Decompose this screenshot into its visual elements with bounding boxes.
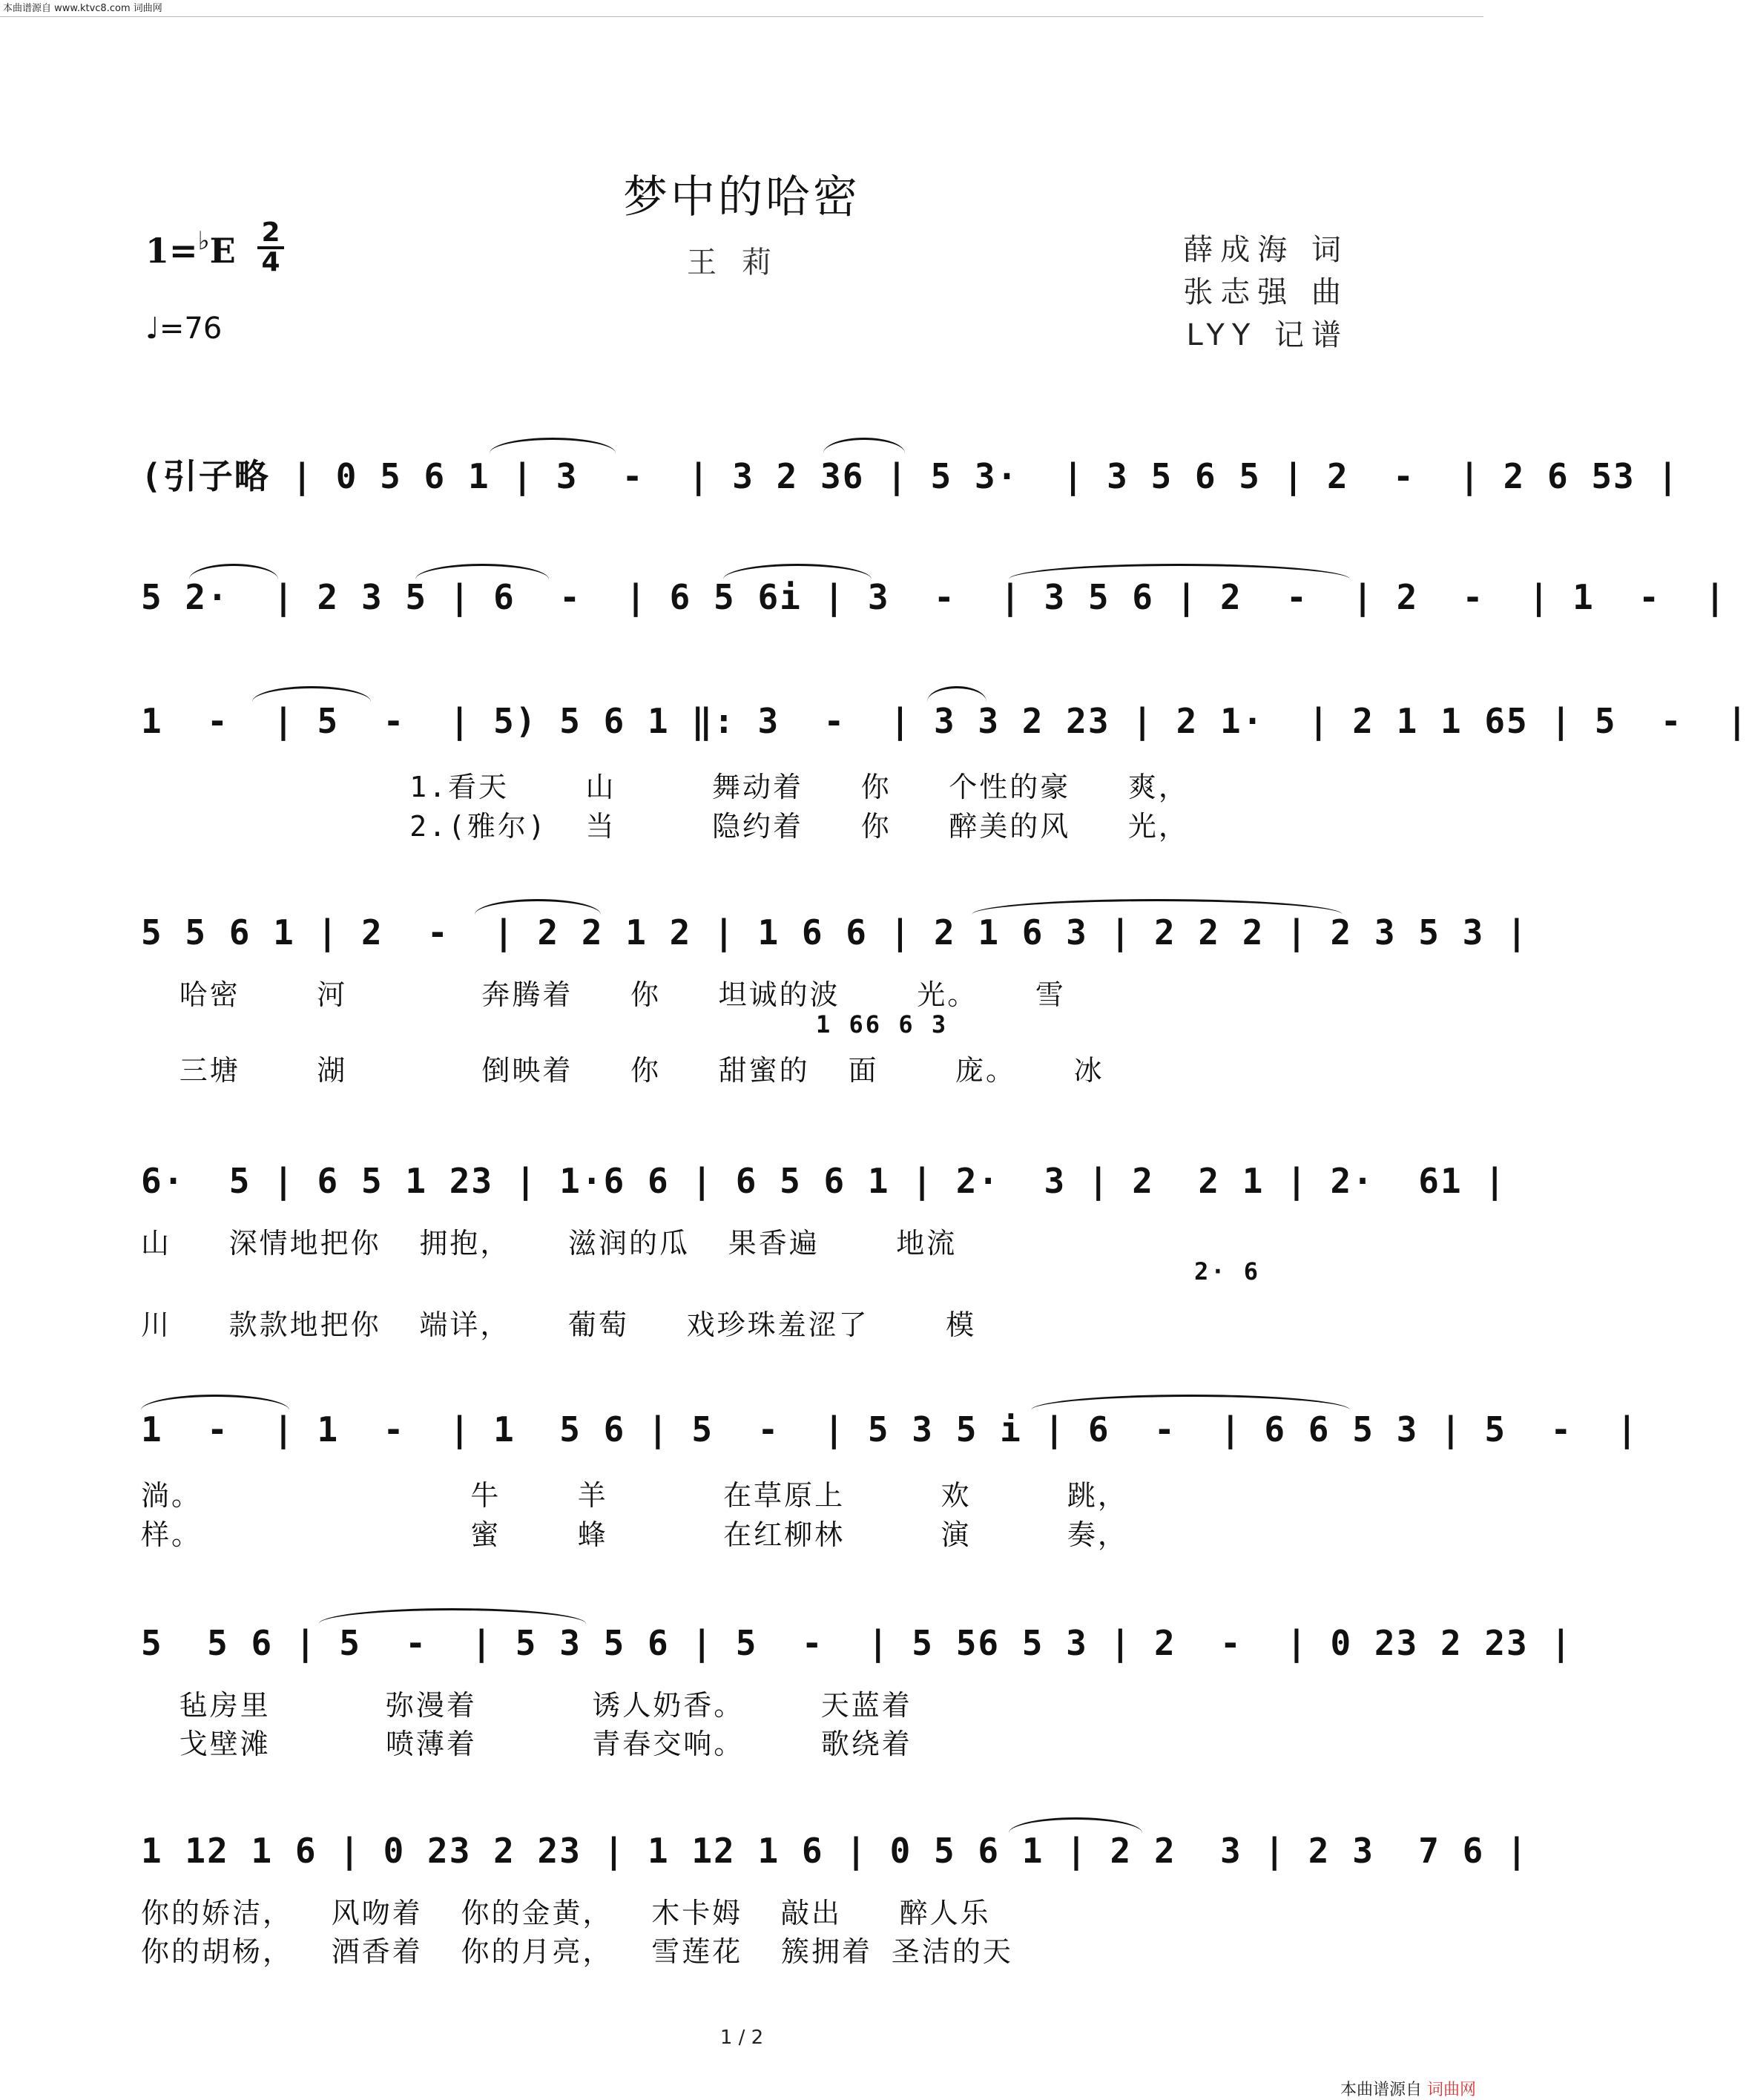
watermark bbox=[1340, 2077, 1476, 2100]
slur bbox=[1031, 1395, 1350, 1410]
lyricist: 薛成海 词 bbox=[1183, 233, 1348, 267]
time-bottom: 4 bbox=[261, 247, 280, 277]
slur bbox=[1009, 564, 1350, 579]
watermark-text: 本曲谱源自 bbox=[1340, 2081, 1422, 2099]
quarter-note-icon: ♩ bbox=[145, 312, 159, 346]
header-divider bbox=[0, 16, 1483, 17]
score-line-5: 6· 5 | 6 5 1 23 | 1·6 6 | 6 5 6 1 | 2· 3 | 2 2 1 | 2· 61 | bbox=[141, 1161, 1507, 1201]
slur bbox=[252, 686, 371, 702]
lyric-line-8a: 你的娇洁， 风吻着 你的金黄， 木卡姆 敲出 醉人乐 bbox=[141, 1897, 991, 1929]
source-header: 本曲谱源自 www.ktvc8.com 词曲网 bbox=[3, 3, 162, 14]
lyric-line-6b: 样。 蜜 蜂 在红柳林 演 奏， bbox=[141, 1518, 1128, 1551]
lyric-line-6a: 淌。 牛 羊 在草原上 欢 跳， bbox=[141, 1479, 1128, 1512]
slur bbox=[823, 438, 905, 453]
transcriber: LYY 记谱 bbox=[1186, 318, 1348, 352]
slur bbox=[1009, 1817, 1142, 1833]
page-number: 1 / 2 bbox=[719, 2027, 764, 2049]
alt-notes-4: 1 66 6 3 bbox=[816, 1010, 949, 1039]
flat-sign: ♭ bbox=[197, 226, 210, 256]
lyric-line-7a: 毡房里 弥漫着 诱人奶香。 天蓝着 bbox=[141, 1689, 912, 1722]
slur bbox=[189, 564, 278, 579]
lyric-line-3b: 2.(雅尔) 当 隐约着 你 醉美的风 光， bbox=[141, 810, 1189, 843]
tempo-marking bbox=[145, 312, 222, 346]
slur bbox=[319, 1608, 586, 1624]
score-line-7: 5 5 6 | 5 - | 5 3 5 6 | 5 - | 5 56 5 3 | 2 - | 0 23 2 23 | bbox=[141, 1623, 1573, 1663]
composer: 张志强 曲 bbox=[1183, 275, 1348, 309]
score-line-2: 5 2· | 2 3 5 | 6 - | 6 5 6i | 3 - | 3 5 6 | 2 - | 2 - | 1 - | bbox=[141, 577, 1727, 617]
lyric-line-7b: 戈壁滩 喷薄着 青春交响。 歌绕着 bbox=[141, 1728, 912, 1760]
watermark-brand: 词曲网 bbox=[1426, 2081, 1476, 2099]
time-top: 2 bbox=[261, 217, 280, 248]
lyric-line-5b: 川 款款地把你 端详， 葡萄 戏珍珠羞涩了 模 bbox=[141, 1309, 977, 1341]
slur bbox=[415, 564, 549, 579]
slur bbox=[723, 564, 872, 579]
time-signature bbox=[256, 217, 286, 277]
score-line-3: 1 - | 5 - | 5) 5 6 1 ‖: 3 - | 3 3 2 23 | 2 1· | 2 1 1 65 | 5 - | bbox=[141, 701, 1749, 741]
lyric-line-3a: 1.看天 山 舞动着 你 个性的豪 爽， bbox=[141, 771, 1189, 803]
lyric-line-4b: 三塘 湖 倒映着 你 甜蜜的 面 庞。 冰 bbox=[141, 1054, 1104, 1087]
lyric-line-4a: 哈密 河 奔腾着 你 坦诚的波 光。 雪 bbox=[141, 978, 1066, 1011]
lyric-line-8b: 你的胡杨， 酒香着 你的月亮， 雪莲花 簇拥着 圣洁的天 bbox=[141, 1935, 1013, 1968]
slur bbox=[972, 899, 1343, 915]
slur bbox=[927, 686, 987, 702]
key-note: E bbox=[209, 231, 236, 271]
slur bbox=[490, 438, 616, 453]
tempo-value: =76 bbox=[159, 312, 223, 346]
key-signature bbox=[145, 226, 236, 271]
key-label: 1= bbox=[145, 231, 198, 271]
lyric-line-5a: 山 深情地把你 拥抱， 滋润的瓜 果香遍 地流 bbox=[141, 1227, 958, 1260]
song-title: 梦中的哈密 bbox=[623, 171, 860, 223]
score-line-8: 1 12 1 6 | 0 23 2 23 | 1 12 1 6 | 0 5 6 1 | 2 2 3 | 2 3 7 6 | bbox=[141, 1831, 1529, 1871]
score-line-1: (引子略 | 0 5 6 1 | 3 - | 3 2 36 | 5 3· | 3 5 6 5 | 2 - | 2 6 53 | bbox=[141, 456, 1680, 496]
alt-notes-5: 2· 6 bbox=[1194, 1257, 1261, 1286]
slur bbox=[141, 1395, 289, 1410]
score-line-6: 1 - | 1 - | 1 5 6 | 5 - | 5 3 5 i | 6 - | 6 6 5 3 | 5 - | bbox=[141, 1409, 1639, 1449]
score-line-4: 5 5 6 1 | 2 - | 2 2 1 2 | 1 6 6 | 2 1 6 3 | 2 2 2 | 2 3 5 3 | bbox=[141, 912, 1529, 952]
singer: 王莉 bbox=[687, 246, 797, 280]
slur bbox=[475, 899, 601, 915]
